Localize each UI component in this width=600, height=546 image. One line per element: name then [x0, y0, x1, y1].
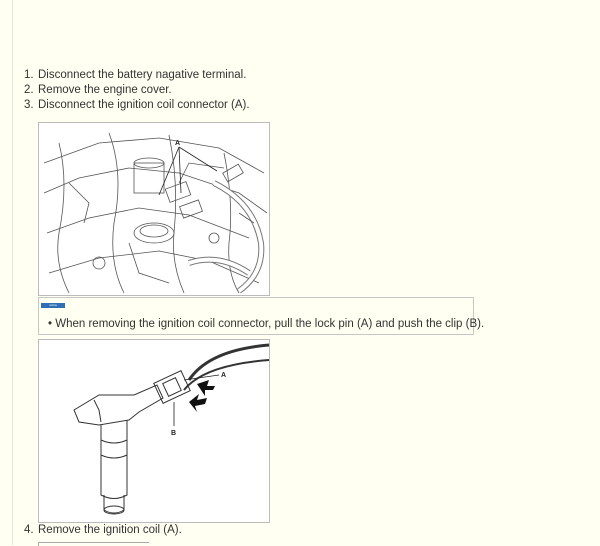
note-body: When removing the ignition coil connector, pull the lock pin (A) and push the clip (B).: [55, 318, 485, 330]
next-figure-edge: [38, 542, 149, 546]
step-number: 4.: [24, 524, 34, 536]
coil-connector-drawing: [39, 340, 269, 522]
procedure-steps: [24, 68, 250, 113]
note-bullet: •: [48, 318, 53, 330]
step-4: [24, 524, 182, 536]
note-box: [38, 297, 485, 335]
step-number: 3.: [24, 99, 34, 111]
step-2: [24, 83, 250, 98]
step-number: 2.: [24, 84, 34, 96]
step-3: [24, 98, 250, 113]
step-text: Disconnect the ignition coil connector (A).: [38, 99, 250, 111]
step-text: Remove the ignition coil (A).: [38, 524, 182, 536]
step-1: [24, 68, 250, 83]
step-text: Remove the engine cover.: [38, 84, 172, 96]
callout-a-label: A: [175, 140, 181, 147]
callout-a-label: A: [221, 372, 227, 379]
engine-bay-figure: [38, 122, 270, 296]
engine-bay-drawing: [39, 123, 269, 295]
step-text: Disconnect the battery nagative terminal.: [38, 69, 247, 81]
callout-b-label: B: [171, 430, 177, 437]
coil-connector-figure: [38, 339, 270, 523]
step-number: 1.: [24, 69, 34, 81]
note-tag: notice: [41, 303, 65, 308]
note-text: [48, 318, 484, 330]
left-rule: [12, 0, 13, 545]
